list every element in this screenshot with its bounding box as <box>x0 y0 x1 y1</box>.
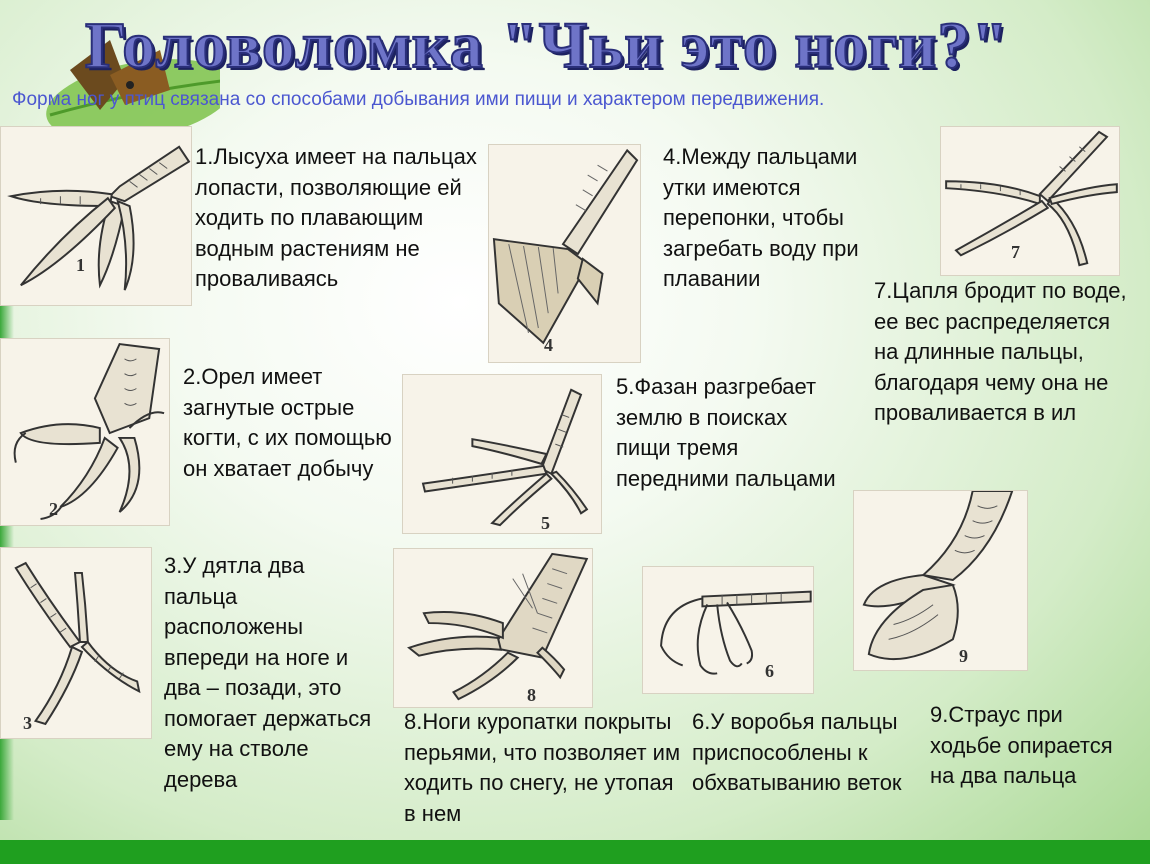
pheasant-description: 5.Фазан разгребает землю в поисках пищи тремя передними пальцами <box>616 374 836 491</box>
picture-number: 9 <box>959 646 968 666</box>
ostrich-description: 9.Страус при ходьбе опирается на два пальца <box>930 702 1113 788</box>
picture-number: 1 <box>76 255 85 275</box>
coot-foot-illustration <box>0 126 192 306</box>
partridge-foot-illustration <box>393 548 593 708</box>
picture-number: 5 <box>541 513 550 533</box>
sparrow-description: 6.У воробья пальцы приспособлены к обхватыванию веток <box>692 709 902 795</box>
heron-description: 7.Цапля бродит по воде, ее вес распределяется на длинные пальцы, благодаря чему она не проваливается в ил <box>874 278 1127 425</box>
partridge-description: 8.Ноги куропатки покрыты перьями, что позволяет им ходить по снегу, не утопая в нем <box>404 709 681 826</box>
picture-number: 6 <box>765 661 774 681</box>
duck-foot-illustration <box>488 144 641 363</box>
sparrow-foot-illustration <box>642 566 814 694</box>
picture-number: 3 <box>23 713 32 733</box>
eagle-foot-illustration <box>0 338 170 526</box>
ostrich-foot-illustration <box>853 490 1028 671</box>
woodpecker-description: 3.У дятла два пальца расположены впереди на ноге и два – позади, это помогает держаться ему на стволе дерева <box>164 553 372 792</box>
coot-description: 1.Лысуха имеет на пальцах лопасти, позволяющие ей ходить по плавающим водным растениям не проваливаясь <box>195 144 477 291</box>
page-subtitle: Форма ног у птиц связана со способами добывания ими пищи и характером передвижения. <box>12 89 825 110</box>
eagle-description: 2.Орел имеет загнутые острые когти, с их помощью он хватает добычу <box>183 364 392 481</box>
picture-number: 4 <box>544 335 553 355</box>
heron-foot-illustration <box>940 126 1120 276</box>
picture-number: 8 <box>527 685 536 705</box>
page-title: Головоломка "Чьи это ноги?" <box>85 9 1010 82</box>
pheasant-foot-illustration <box>402 374 602 534</box>
bottom-green-bar <box>0 840 1150 864</box>
woodpecker-foot-illustration <box>0 547 152 739</box>
picture-number: 2 <box>49 499 58 519</box>
picture-number: 7 <box>1011 242 1020 262</box>
duck-description: 4.Между пальцами утки имеются перепонки, чтобы загребать воду при плавании <box>663 144 859 291</box>
